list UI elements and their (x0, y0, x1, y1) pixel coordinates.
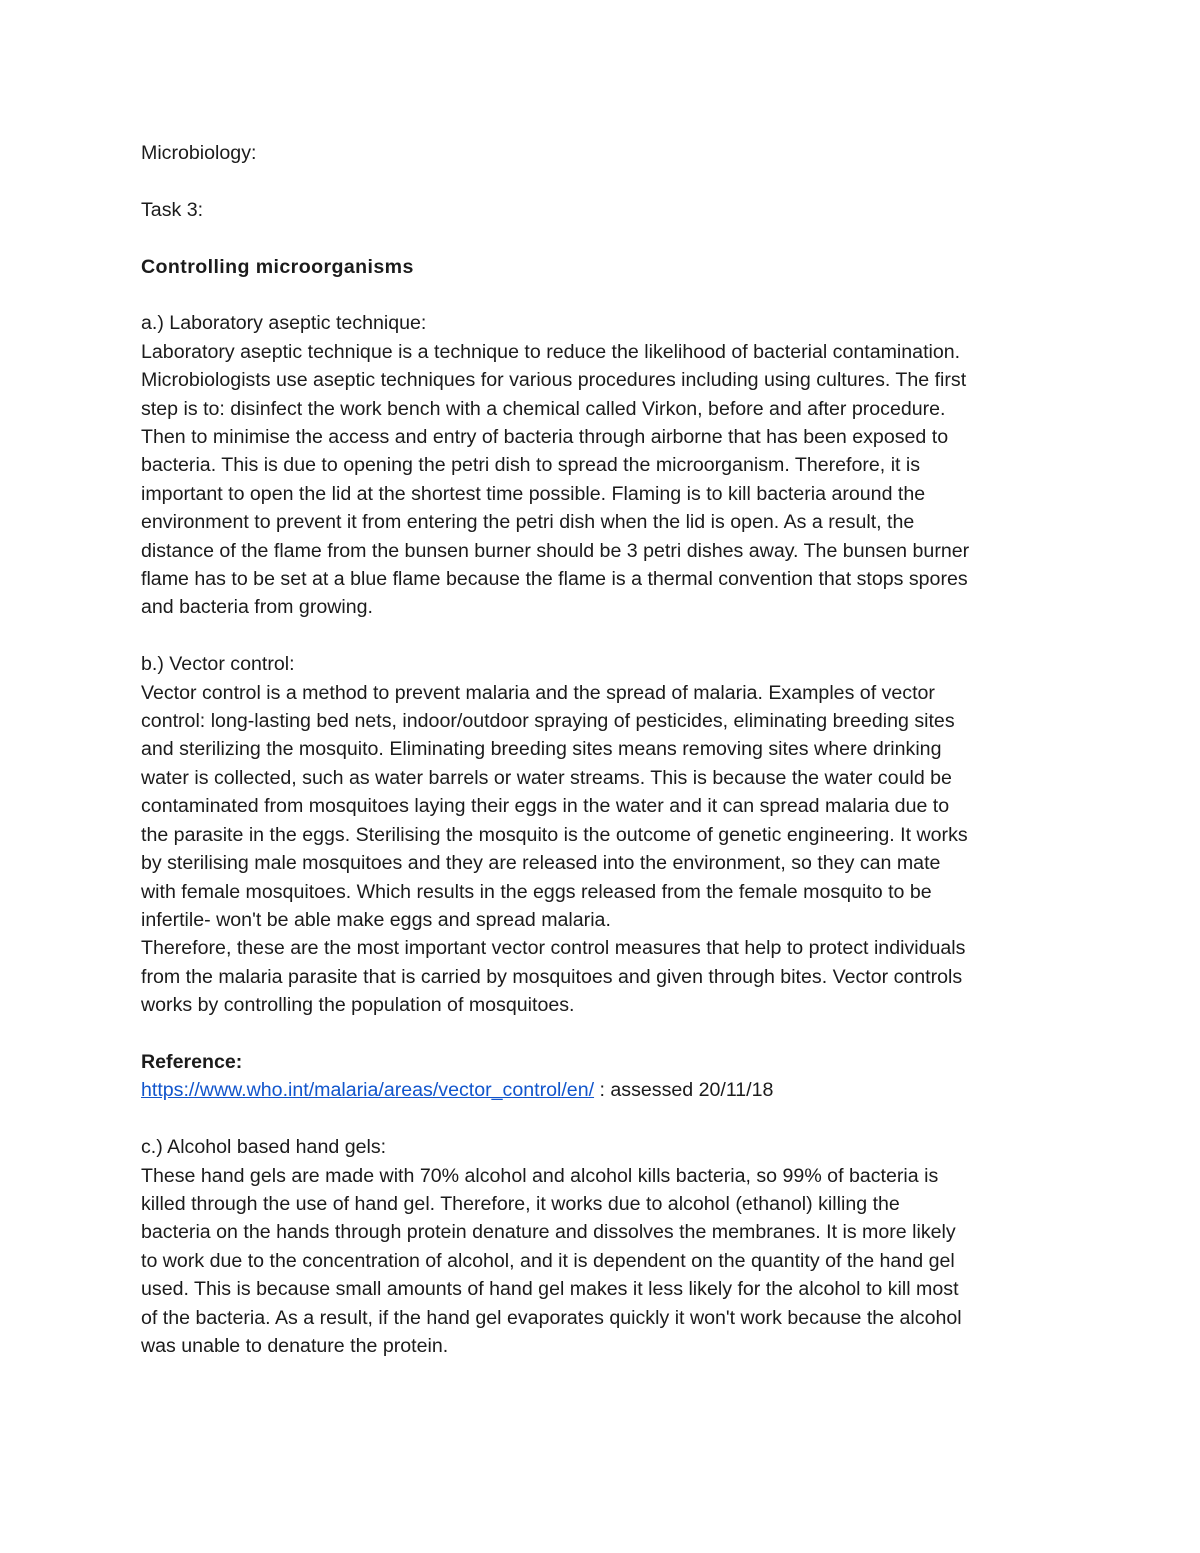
spacer (141, 224, 1081, 252)
section-c-heading: c.) Alcohol based hand gels: (141, 1136, 387, 1159)
paragraph-line: from the malaria parasite that is carried by mosquitoes and given through bites. Vector controls (141, 965, 963, 988)
paragraph-line: These hand gels are made with 70% alcohol and alcohol kills bacteria, so 99% of bacteria is (141, 1164, 939, 1187)
paragraph-line: infertile- won't be able make eggs and spread malaria. (141, 908, 611, 931)
paragraph-line: and sterilizing the mosquito. Eliminating breeding sites means removing sites where drinking (141, 738, 942, 761)
spacer (141, 622, 1081, 650)
reference-link[interactable]: https://www.who.int/malaria/areas/vector_control/en/ (141, 1079, 595, 1102)
paragraph-line: bacteria on the hands through protein denature and dissolves the membranes. It is more likely (141, 1221, 956, 1244)
paragraph-line: contaminated from mosquitoes laying their eggs in the water and it can spread malaria due to (141, 795, 950, 818)
paragraph-line: Microbiologists use aseptic techniques for various procedures including using cultures. The first (141, 369, 967, 392)
section-hand-gels (141, 1133, 1081, 1360)
spacer (141, 281, 1081, 309)
reference-accessed-date: : assessed 20/11/18 (594, 1079, 774, 1102)
paragraph-line: environment to prevent it from entering the petri dish when the lid is open. As a result, the (141, 511, 915, 534)
document-page (141, 139, 1081, 1360)
subject-label: Microbiology: (141, 142, 257, 164)
paragraph-line: control: long-lasting bed nets, indoor/outdoor spraying of pesticides, eliminating breeding sites (141, 710, 955, 733)
paragraph-line: Vector control is a method to prevent malaria and the spread of malaria. Examples of vector (141, 681, 935, 704)
section-a-heading: a.) Laboratory aseptic technique: (141, 312, 427, 335)
paragraph-line: bacteria. This is due to opening the petri dish to spread the microorganism. Therefore, it is (141, 454, 921, 477)
paragraph-line: was unable to denature the protein. (141, 1334, 449, 1357)
paragraph-line: of the bacteria. As a result, if the hand gel evaporates quickly it won't work because the alcohol (141, 1306, 962, 1329)
paragraph-line: step is to: disinfect the work bench with a chemical called Virkon, before and after procedure. (141, 397, 946, 420)
paragraph-line: with female mosquitoes. Which results in the eggs released from the female mosquito to be (141, 880, 932, 903)
paragraph-line: water is collected, such as water barrels or water streams. This is because the water could be (141, 766, 952, 789)
reference-label: Reference: (141, 1050, 243, 1073)
paragraph-line: Laboratory aseptic technique is a technique to reduce the likelihood of bacterial contamination. (141, 340, 961, 363)
paragraph-line: flame has to be set at a blue flame because the flame is a thermal convention that stops spores (141, 568, 968, 591)
paragraph-line: and bacteria from growing. (141, 596, 373, 619)
paragraph-line: used. This is because small amounts of hand gel makes it less likely for the alcohol to kill most (141, 1278, 959, 1301)
spacer (141, 167, 1081, 195)
section-vector-control (141, 650, 1081, 1019)
paragraph-line: distance of the flame from the bunsen burner should be 3 petri dishes away. The bunsen burner (141, 539, 970, 562)
paragraph-line: works by controlling the population of mosquitoes. (141, 994, 575, 1017)
reference-block (141, 1048, 1081, 1105)
paragraph-line: the parasite in the eggs. Sterilising the mosquito is the outcome of genetic engineering. It works (141, 823, 968, 846)
spacer (141, 1020, 1081, 1048)
task-label: Task 3: (141, 198, 204, 221)
spacer (141, 1105, 1081, 1133)
paragraph-line: to work due to the concentration of alcohol, and it is dependent on the quantity of the hand gel (141, 1249, 955, 1272)
paragraph-line: killed through the use of hand gel. Therefore, it works due to alcohol (ethanol) killing the (141, 1192, 900, 1215)
reference-line (141, 1076, 1081, 1104)
document-title: Controlling microorganisms (141, 255, 414, 278)
paragraph-line: by sterilising male mosquitoes and they are released into the environment, so they can mate (141, 852, 941, 875)
section-b-heading: b.) Vector control: (141, 653, 295, 676)
paragraph-line: Therefore, these are the most important vector control measures that help to protect individuals (141, 937, 966, 960)
section-aseptic-technique (141, 309, 1081, 621)
paragraph-line: important to open the lid at the shortest time possible. Flaming is to kill bacteria around the (141, 482, 926, 505)
paragraph-line: Then to minimise the access and entry of bacteria through airborne that has been exposed to (141, 426, 949, 449)
